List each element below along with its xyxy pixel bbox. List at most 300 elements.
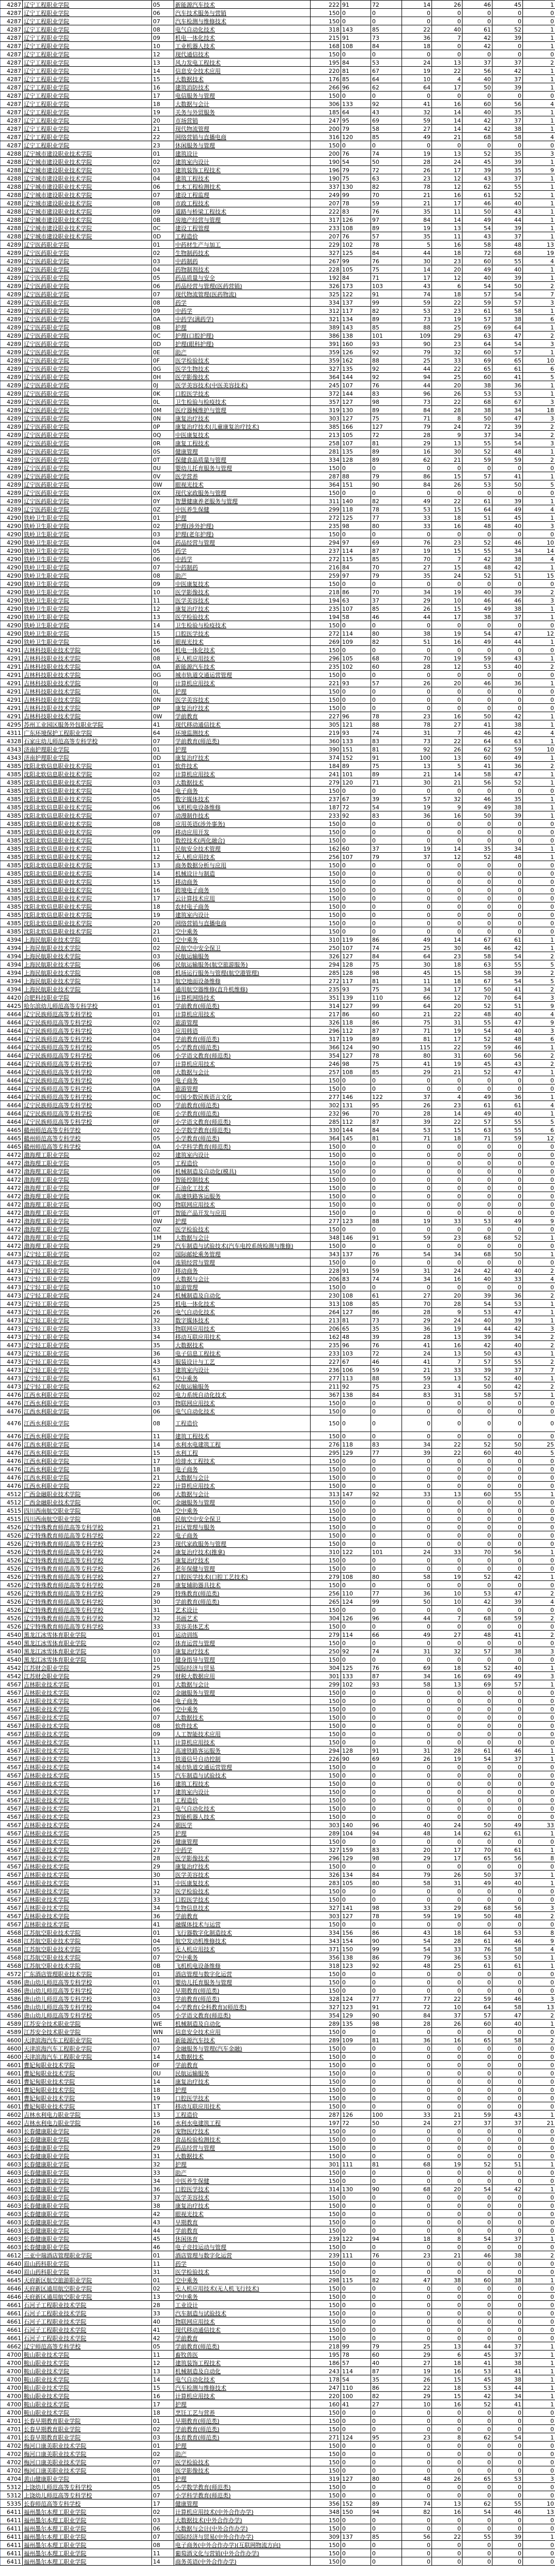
major-code-cell[interactable]: 0B: [152, 1962, 174, 1970]
school-name-cell[interactable]: 上海民航职业技术学院: [23, 985, 152, 993]
value-1-cell[interactable]: 0: [341, 1978, 371, 1986]
major-name-cell[interactable]: 中医养生保健: [174, 505, 311, 514]
value-1-cell[interactable]: 54: [341, 2375, 371, 2384]
value-7-cell[interactable]: 0: [523, 1540, 555, 1548]
table-row[interactable]: [1, 2351, 555, 2359]
total-cell[interactable]: 220: [311, 67, 341, 75]
value-4-cell[interactable]: 31: [432, 1051, 463, 1060]
value-6-cell[interactable]: 0: [492, 1498, 523, 1507]
total-cell[interactable]: 264: [311, 1308, 341, 1316]
value-5-cell[interactable]: 41: [463, 720, 492, 729]
school-name-cell[interactable]: 天津滨海汽车工程职业学院: [23, 2036, 152, 2044]
value-4-cell[interactable]: 0: [432, 42, 463, 50]
major-name-cell[interactable]: 现代物流管理(医药物流): [174, 290, 311, 298]
value-5-cell[interactable]: 0: [463, 1788, 492, 1796]
major-code-cell[interactable]: 0C: [152, 332, 174, 340]
major-code-cell[interactable]: 0B: [152, 323, 174, 332]
value-6-cell[interactable]: 0: [492, 2268, 523, 2276]
table-row[interactable]: [1, 423, 555, 431]
school-name-cell[interactable]: 辽宁轻工职业学院: [23, 1283, 152, 1291]
major-name-cell[interactable]: 护理: [174, 2086, 311, 2094]
value-4-cell[interactable]: 18: [432, 1134, 463, 1142]
value-1-cell[interactable]: 41: [341, 2400, 371, 2408]
value-3-cell[interactable]: 21: [402, 191, 432, 199]
value-5-cell[interactable]: 63: [463, 960, 492, 969]
school-name-cell[interactable]: 广西金融职业技术学院: [23, 1490, 152, 1498]
value-4-cell[interactable]: 0: [432, 2135, 463, 2144]
value-3-cell[interactable]: 0: [402, 1407, 432, 1415]
major-name-cell[interactable]: 建设工程管理: [174, 224, 311, 232]
value-3-cell[interactable]: 53: [402, 505, 432, 514]
major-code-cell[interactable]: 17: [152, 2499, 174, 2508]
value-5-cell[interactable]: 0: [463, 1705, 492, 1713]
value-7-cell[interactable]: 0: [523, 878, 555, 886]
value-6-cell[interactable]: 0: [492, 1639, 523, 1647]
value-4-cell[interactable]: 0: [432, 1225, 463, 1233]
school-name-cell[interactable]: 渤海理工职业学院: [23, 1192, 152, 1200]
value-4-cell[interactable]: 13: [432, 2342, 463, 2351]
total-cell[interactable]: 326: [311, 282, 341, 290]
table-row[interactable]: [1, 2226, 555, 2235]
value-4-cell[interactable]: 0: [432, 2301, 463, 2309]
value-2-cell[interactable]: 0: [371, 902, 402, 911]
value-6-cell[interactable]: 0: [492, 836, 523, 845]
value-1-cell[interactable]: 0: [341, 1771, 371, 1780]
school-id-cell[interactable]: 4287: [1, 42, 23, 50]
value-5-cell[interactable]: 0: [463, 141, 492, 149]
school-id-cell[interactable]: 4464: [1, 1084, 23, 1093]
value-6-cell[interactable]: 47: [492, 1068, 523, 1076]
value-5-cell[interactable]: 64: [463, 737, 492, 745]
school-name-cell[interactable]: 辽宁特殊教育师范高等专科学校: [23, 1581, 152, 1589]
value-1-cell[interactable]: 0: [341, 1697, 371, 1705]
total-cell[interactable]: 303: [311, 414, 341, 423]
major-name-cell[interactable]: 电子竞技运动与管理: [174, 2243, 311, 2251]
value-7-cell[interactable]: 1: [523, 1680, 555, 1689]
major-code-cell[interactable]: 0D: [152, 340, 174, 348]
total-cell[interactable]: 150: [311, 1986, 341, 1995]
school-name-cell[interactable]: 渤海理工职业学院: [23, 1209, 152, 1217]
major-name-cell[interactable]: 康复治疗技术: [174, 1862, 311, 1871]
school-id-cell[interactable]: 4385: [1, 795, 23, 803]
value-1-cell[interactable]: 0: [341, 1399, 371, 1407]
value-1-cell[interactable]: 0: [341, 1482, 371, 1490]
major-name-cell[interactable]: 高速铁路客运服务: [174, 1192, 311, 1200]
school-id-cell[interactable]: 4464: [1, 1076, 23, 1084]
total-cell[interactable]: 207: [311, 199, 341, 207]
value-6-cell[interactable]: 53: [492, 2475, 523, 2483]
value-4-cell[interactable]: 15: [432, 605, 463, 613]
value-2-cell[interactable]: 0: [371, 2044, 402, 2053]
value-1-cell[interactable]: 103: [341, 1349, 371, 1358]
value-7-cell[interactable]: 1: [523, 2342, 555, 2351]
table-row[interactable]: [1, 1432, 555, 1440]
value-7-cell[interactable]: 2: [523, 423, 555, 431]
value-7-cell[interactable]: 0: [523, 2135, 555, 2144]
school-name-cell[interactable]: 铁岭卫生职业学院: [23, 530, 152, 538]
school-id-cell[interactable]: 4567: [1, 1837, 23, 1846]
value-1-cell[interactable]: 144: [341, 373, 371, 381]
major-code-cell[interactable]: 09: [152, 1176, 174, 1184]
value-5-cell[interactable]: 70: [463, 1548, 492, 1556]
school-id-cell[interactable]: 4612: [1, 2251, 23, 2259]
major-code-cell[interactable]: 18: [152, 1465, 174, 1473]
value-7-cell[interactable]: 3: [523, 1672, 555, 1680]
school-id-cell[interactable]: 4567: [1, 1862, 23, 1871]
value-7-cell[interactable]: 1: [523, 1829, 555, 1837]
value-1-cell[interactable]: 125: [341, 249, 371, 257]
major-name-cell[interactable]: 建筑装饰工程技术: [174, 166, 311, 174]
value-7-cell[interactable]: 1: [523, 1349, 555, 1358]
value-4-cell[interactable]: 0: [432, 1713, 463, 1722]
school-id-cell[interactable]: 4472: [1, 1242, 23, 1250]
major-code-cell[interactable]: 13: [152, 2367, 174, 2375]
value-2-cell[interactable]: 0: [371, 1076, 402, 1084]
value-6-cell[interactable]: 0: [492, 580, 523, 588]
value-3-cell[interactable]: 0: [402, 2541, 432, 2549]
value-6-cell[interactable]: 40: [492, 1027, 523, 1035]
value-2-cell[interactable]: 0: [371, 1738, 402, 1746]
value-2-cell[interactable]: 89: [371, 456, 402, 464]
value-5-cell[interactable]: 65: [463, 2475, 492, 2483]
value-4-cell[interactable]: 0: [432, 2193, 463, 2202]
value-6-cell[interactable]: 40: [492, 2020, 523, 2028]
value-4-cell[interactable]: 0: [432, 902, 463, 911]
value-7-cell[interactable]: 3: [523, 1027, 555, 1035]
value-3-cell[interactable]: 44: [402, 381, 432, 389]
total-cell[interactable]: 178: [311, 2375, 341, 2384]
value-2-cell[interactable]: 79: [371, 2342, 402, 2351]
value-7-cell[interactable]: 0: [523, 2168, 555, 2177]
major-code-cell[interactable]: 32: [152, 1614, 174, 1622]
school-id-cell[interactable]: 4291: [1, 712, 23, 720]
major-code-cell[interactable]: 18: [152, 902, 174, 911]
school-name-cell[interactable]: 曹妃甸职业技术学院: [23, 2094, 152, 2102]
value-2-cell[interactable]: 100: [371, 2111, 402, 2119]
value-5-cell[interactable]: 0: [463, 1804, 492, 1813]
school-id-cell[interactable]: 4473: [1, 1283, 23, 1291]
school-name-cell[interactable]: 吉林科技职业技术学院: [23, 671, 152, 679]
value-6-cell[interactable]: 55: [492, 257, 523, 265]
school-name-cell[interactable]: 辽宁工程职业学院: [23, 17, 152, 25]
major-name-cell[interactable]: 电气自动化技术: [174, 1407, 311, 1415]
school-id-cell[interactable]: 4702: [1, 2450, 23, 2458]
value-5-cell[interactable]: 50: [463, 414, 492, 423]
value-1-cell[interactable]: 78: [341, 199, 371, 207]
value-6-cell[interactable]: 46: [492, 1937, 523, 1945]
value-7-cell[interactable]: 0: [523, 1978, 555, 1986]
value-6-cell[interactable]: 0: [492, 464, 523, 472]
value-5-cell[interactable]: 50: [463, 985, 492, 993]
total-cell[interactable]: 150: [311, 1176, 341, 1184]
value-4-cell[interactable]: 20: [432, 679, 463, 687]
value-7-cell[interactable]: 19: [523, 249, 555, 257]
value-3-cell[interactable]: 30: [402, 960, 432, 969]
value-5-cell[interactable]: 0: [463, 902, 492, 911]
total-cell[interactable]: 235: [311, 605, 341, 613]
value-5-cell[interactable]: 0: [463, 2541, 492, 2549]
value-6-cell[interactable]: 0: [492, 2028, 523, 2036]
value-2-cell[interactable]: 82: [371, 2392, 402, 2400]
school-name-cell[interactable]: 长春健康职业学院: [23, 2210, 152, 2218]
value-7-cell[interactable]: 0: [523, 1498, 555, 1507]
value-4-cell[interactable]: 0: [432, 2268, 463, 2276]
school-id-cell[interactable]: 4567: [1, 1813, 23, 1821]
value-4-cell[interactable]: 18: [432, 2359, 463, 2367]
value-1-cell[interactable]: 106: [341, 1366, 371, 1374]
total-cell[interactable]: 195: [311, 2351, 341, 2359]
value-6-cell[interactable]: 45: [492, 1, 523, 9]
value-7-cell[interactable]: 0: [523, 2293, 555, 2301]
school-name-cell[interactable]: 铁岭卫生职业学院: [23, 514, 152, 522]
school-id-cell[interactable]: 4567: [1, 1846, 23, 1854]
value-3-cell[interactable]: 0: [402, 1564, 432, 1573]
school-name-cell[interactable]: 吉林职业技术学院: [23, 1746, 152, 1755]
value-6-cell[interactable]: 39: [492, 2533, 523, 2541]
school-name-cell[interactable]: 渤海理工职业学院: [23, 1200, 152, 1209]
value-1-cell[interactable]: 105: [341, 265, 371, 274]
value-5-cell[interactable]: 54: [463, 2185, 492, 2193]
total-cell[interactable]: 150: [311, 687, 341, 696]
school-name-cell[interactable]: 长春健康职业学院: [23, 2168, 152, 2177]
value-3-cell[interactable]: 44: [402, 613, 432, 621]
school-name-cell[interactable]: 黄山健康职业学院: [23, 2475, 152, 2483]
value-7-cell[interactable]: 1: [523, 1068, 555, 1076]
value-5-cell[interactable]: 54: [463, 1300, 492, 1308]
value-3-cell[interactable]: 24: [402, 58, 432, 67]
total-cell[interactable]: 197: [311, 2119, 341, 2127]
school-name-cell[interactable]: 广东环境保护工程职业学院: [23, 729, 152, 737]
value-1-cell[interactable]: 67: [341, 1358, 371, 1366]
value-1-cell[interactable]: 0: [341, 17, 371, 25]
school-name-cell[interactable]: 上海民航职业技术学院: [23, 977, 152, 985]
value-3-cell[interactable]: 0: [402, 1763, 432, 1771]
value-7-cell[interactable]: 4: [523, 505, 555, 514]
value-6-cell[interactable]: 48: [492, 447, 523, 456]
major-code-cell[interactable]: 06: [152, 1167, 174, 1176]
major-name-cell[interactable]: 大数据技术: [174, 2152, 311, 2160]
school-id-cell[interactable]: 4526: [1, 1581, 23, 1589]
value-5-cell[interactable]: 63: [463, 1126, 492, 1134]
value-2-cell[interactable]: 75: [371, 960, 402, 969]
value-7-cell[interactable]: 7: [523, 1366, 555, 1374]
value-5-cell[interactable]: 0: [463, 2516, 492, 2524]
total-cell[interactable]: 150: [311, 2152, 341, 2160]
value-2-cell[interactable]: 91: [371, 290, 402, 298]
major-code-cell[interactable]: 41: [152, 720, 174, 729]
value-1-cell[interactable]: 0: [341, 1655, 371, 1664]
major-code-cell[interactable]: 14: [152, 621, 174, 629]
value-5-cell[interactable]: 53: [463, 1308, 492, 1316]
value-6-cell[interactable]: 54: [492, 977, 523, 985]
table-row[interactable]: [1, 1341, 555, 1349]
value-7-cell[interactable]: 0: [523, 2061, 555, 2069]
total-cell[interactable]: 321: [311, 315, 341, 323]
value-7-cell[interactable]: 0: [523, 17, 555, 25]
school-name-cell[interactable]: 辽宁特殊教育师范高等专科学校: [23, 1573, 152, 1581]
major-name-cell[interactable]: 健康管理: [174, 2499, 311, 2508]
school-name-cell[interactable]: 沈阳北软信息职业技术学院: [23, 894, 152, 902]
major-code-cell[interactable]: 05: [152, 547, 174, 555]
value-6-cell[interactable]: 41: [492, 1631, 523, 1639]
value-4-cell[interactable]: 0: [432, 1920, 463, 1929]
total-cell[interactable]: 326: [311, 1871, 341, 1879]
major-code-cell[interactable]: 02: [152, 249, 174, 257]
value-2-cell[interactable]: 0: [371, 1225, 402, 1233]
school-id-cell[interactable]: 4567: [1, 1829, 23, 1837]
table-row[interactable]: [1, 183, 555, 191]
value-6-cell[interactable]: 49: [492, 1821, 523, 1829]
value-1-cell[interactable]: 0: [341, 1142, 371, 1151]
value-6-cell[interactable]: 40: [492, 1109, 523, 1118]
table-row[interactable]: [1, 2458, 555, 2466]
value-1-cell[interactable]: 0: [341, 1556, 371, 1564]
school-id-cell[interactable]: 4464: [1, 1093, 23, 1101]
value-2-cell[interactable]: 77: [371, 1995, 402, 2003]
total-cell[interactable]: 277: [311, 1217, 341, 1225]
school-id-cell[interactable]: 4291: [1, 671, 23, 679]
value-4-cell[interactable]: 0: [432, 1399, 463, 1407]
value-6-cell[interactable]: 0: [492, 1804, 523, 1813]
value-1-cell[interactable]: 0: [341, 1184, 371, 1192]
value-4-cell[interactable]: 16: [432, 191, 463, 199]
value-4-cell[interactable]: 0: [432, 1655, 463, 1664]
value-5-cell[interactable]: 50: [463, 83, 492, 92]
value-1-cell[interactable]: 105: [341, 1879, 371, 1887]
value-2-cell[interactable]: 59: [371, 1366, 402, 1374]
value-6-cell[interactable]: 0: [492, 1225, 523, 1233]
value-6-cell[interactable]: 40: [492, 1664, 523, 1672]
value-7-cell[interactable]: 0: [523, 2301, 555, 2309]
value-6-cell[interactable]: 38: [492, 2276, 523, 2284]
school-name-cell[interactable]: 沈阳北软信息职业技术学院: [23, 778, 152, 787]
major-code-cell[interactable]: 0L: [152, 398, 174, 406]
value-5-cell[interactable]: 0: [463, 1730, 492, 1738]
table-row[interactable]: [1, 2251, 555, 2259]
school-id-cell[interactable]: 5312: [1, 2483, 23, 2491]
value-3-cell[interactable]: 53: [402, 307, 432, 315]
table-row[interactable]: [1, 1995, 555, 2003]
value-4-cell[interactable]: 15: [432, 472, 463, 480]
school-name-cell[interactable]: 辽宁医药职业学院: [23, 257, 152, 265]
major-code-cell[interactable]: 04: [152, 787, 174, 795]
value-5-cell[interactable]: 68: [463, 1250, 492, 1258]
value-3-cell[interactable]: 0: [402, 2152, 432, 2160]
value-3-cell[interactable]: 0: [402, 2218, 432, 2226]
value-1-cell[interactable]: 141: [341, 1904, 371, 1912]
value-2-cell[interactable]: 87: [371, 2367, 402, 2375]
value-4-cell[interactable]: 18: [432, 514, 463, 522]
table-row[interactable]: [1, 2524, 555, 2533]
value-4-cell[interactable]: 11: [432, 207, 463, 216]
school-id-cell[interactable]: 4567: [1, 1788, 23, 1796]
value-2-cell[interactable]: 90: [371, 2011, 402, 2020]
value-4-cell[interactable]: 0: [432, 1531, 463, 1540]
value-5-cell[interactable]: 0: [463, 1655, 492, 1664]
value-2-cell[interactable]: 83: [371, 1846, 402, 1854]
value-1-cell[interactable]: 173: [341, 282, 371, 290]
value-4-cell[interactable]: 26: [432, 2020, 463, 2028]
value-2-cell[interactable]: 0: [371, 50, 402, 58]
major-name-cell[interactable]: 艺术设计: [174, 1606, 311, 1614]
total-cell[interactable]: 150: [311, 2301, 341, 2309]
value-5-cell[interactable]: 0: [463, 1564, 492, 1573]
total-cell[interactable]: 150: [311, 787, 341, 795]
value-1-cell[interactable]: 127: [341, 952, 371, 960]
value-5-cell[interactable]: 0: [463, 17, 492, 25]
table-row[interactable]: [1, 1937, 555, 1945]
major-name-cell[interactable]: 老年保健与管理: [174, 1564, 311, 1573]
school-id-cell[interactable]: 4476: [1, 1482, 23, 1490]
value-7-cell[interactable]: 1: [523, 2533, 555, 2541]
value-6-cell[interactable]: 0: [492, 1142, 523, 1151]
value-1-cell[interactable]: 0: [341, 1730, 371, 1738]
major-code-cell[interactable]: 0B: [152, 216, 174, 224]
value-1-cell[interactable]: 0: [341, 828, 371, 836]
value-6-cell[interactable]: 57: [492, 298, 523, 307]
value-6-cell[interactable]: 43: [492, 2111, 523, 2119]
value-3-cell[interactable]: 41: [402, 100, 432, 108]
value-1-cell[interactable]: 88: [341, 472, 371, 480]
table-row[interactable]: [1, 1027, 555, 1035]
school-name-cell[interactable]: 吉林职业技术学院: [23, 1680, 152, 1689]
value-2-cell[interactable]: 74: [371, 1647, 402, 1655]
value-7-cell[interactable]: 1: [523, 75, 555, 83]
value-6-cell[interactable]: 54: [492, 340, 523, 348]
table-row[interactable]: [1, 1829, 555, 1837]
value-5-cell[interactable]: 43: [463, 232, 492, 240]
value-3-cell[interactable]: 0: [402, 1581, 432, 1589]
major-name-cell[interactable]: 学前教育: [174, 2061, 311, 2069]
major-code-cell[interactable]: 28: [152, 1854, 174, 1862]
value-4-cell[interactable]: 0: [432, 464, 463, 472]
value-7-cell[interactable]: 0: [523, 2334, 555, 2342]
value-4-cell[interactable]: 36: [432, 1953, 463, 1962]
value-5-cell[interactable]: 57: [463, 290, 492, 298]
school-id-cell[interactable]: 4385: [1, 894, 23, 902]
school-name-cell[interactable]: 辽宁民族师范高等专科学校: [23, 1043, 152, 1051]
value-3-cell[interactable]: 0: [402, 2284, 432, 2293]
major-code-cell[interactable]: 18: [152, 2408, 174, 2417]
school-name-cell[interactable]: 吉林职业技术学院: [23, 1780, 152, 1788]
value-7-cell[interactable]: 0: [523, 787, 555, 795]
value-2-cell[interactable]: 86: [371, 1929, 402, 1937]
value-6-cell[interactable]: 0: [492, 1482, 523, 1490]
value-4-cell[interactable]: 0: [432, 2557, 463, 2566]
value-3-cell[interactable]: 0: [402, 1540, 432, 1548]
value-1-cell[interactable]: 0: [341, 2144, 371, 2152]
major-code-cell[interactable]: 11: [152, 2549, 174, 2557]
major-code-cell[interactable]: 34: [152, 2177, 174, 2185]
value-5-cell[interactable]: 40: [463, 588, 492, 596]
value-5-cell[interactable]: 0: [463, 2450, 492, 2458]
total-cell[interactable]: 299: [311, 1680, 341, 1689]
value-3-cell[interactable]: 83: [402, 1391, 432, 1399]
value-7-cell[interactable]: 13: [523, 2003, 555, 2011]
school-id-cell[interactable]: 4290: [1, 629, 23, 638]
value-2-cell[interactable]: 0: [371, 2086, 402, 2094]
value-7-cell[interactable]: 2: [523, 1631, 555, 1639]
school-name-cell[interactable]: 吉林职业技术学院: [23, 1722, 152, 1730]
value-7-cell[interactable]: 4: [523, 1101, 555, 1109]
value-1-cell[interactable]: 128: [341, 969, 371, 977]
value-6-cell[interactable]: 55: [492, 1490, 523, 1498]
value-4-cell[interactable]: 0: [432, 1515, 463, 1523]
value-7-cell[interactable]: 1: [523, 720, 555, 729]
table-row[interactable]: [1, 274, 555, 282]
value-2-cell[interactable]: 99: [371, 1945, 402, 1953]
value-5-cell[interactable]: 54: [463, 224, 492, 232]
